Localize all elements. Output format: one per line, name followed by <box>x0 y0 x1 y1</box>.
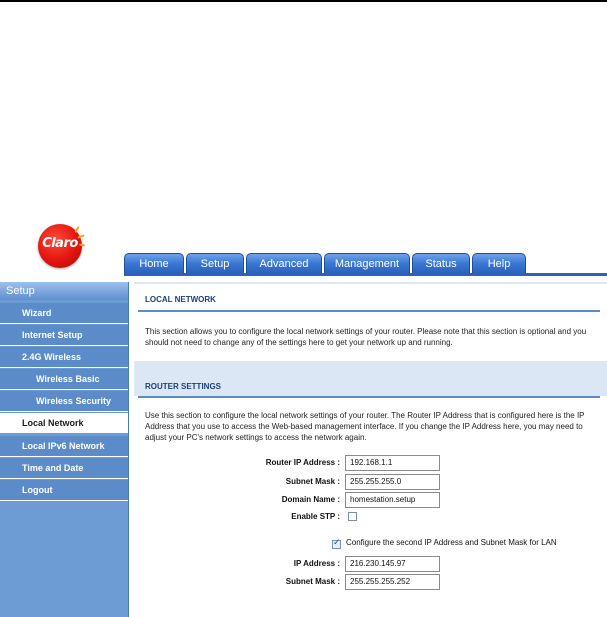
tab-help[interactable]: Help <box>472 253 526 273</box>
claro-logo <box>38 224 82 268</box>
ip-address-label: IP Address : <box>293 559 340 568</box>
section-rule <box>138 310 600 312</box>
sidebar-item-logout[interactable]: Logout <box>0 480 128 501</box>
tab-status[interactable]: Status <box>412 253 470 273</box>
sidebar-item-local-ipv6-network[interactable]: Local IPv6 Network <box>0 436 128 457</box>
sidebar-item-time-and-date[interactable]: Time and Date <box>0 458 128 479</box>
logo-ray <box>74 226 79 233</box>
subnet-mask-input[interactable]: 255.255.255.0 <box>345 474 440 490</box>
sidebar-item-internet-setup[interactable]: Internet Setup <box>0 325 128 346</box>
sidebar-item-wizard[interactable]: Wizard <box>0 303 128 324</box>
sidebar-item-local-network[interactable]: Local Network <box>0 413 128 434</box>
domain-name-input[interactable]: homestation.setup <box>345 492 440 508</box>
section-rule <box>138 396 600 398</box>
second-ip-checkbox[interactable] <box>332 540 341 549</box>
router-ip-input[interactable]: 192.168.1.1 <box>345 455 440 471</box>
enable-stp-label: Enable STP : <box>291 512 340 521</box>
router-settings-title: ROUTER SETTINGS <box>145 382 222 391</box>
second-ip-label: Configure the second IP Address and Subnet Mask for LAN <box>346 538 557 547</box>
router-settings-description: Use this section to configure the local network settings of your router. The Router IP Address that is configured here is the IP Address that you use to access the Web-based management interface. If you change the IP Address here, you may need to adjust your PC's network settings to access the network again. <box>145 411 585 442</box>
tab-home[interactable]: Home <box>124 253 184 273</box>
domain-name-label: Domain Name : <box>281 495 340 504</box>
top-border <box>0 0 607 2</box>
ip-address-input[interactable]: 216.230.145.97 <box>345 556 440 572</box>
subnet-mask-2-label: Subnet Mask : <box>285 577 340 586</box>
subnet-mask-label: Subnet Mask : <box>285 477 340 486</box>
local-network-title: LOCAL NETWORK <box>145 295 216 304</box>
router-ip-label: Router IP Address : <box>265 458 340 467</box>
local-network-description: This section allows you to configure the local network settings of your router. Please note that this section is optional and you should not need to change any of the settings here to get your network up and running. <box>145 327 587 347</box>
logo-text: Claro <box>42 236 78 251</box>
sidebar-item-wireless-security[interactable]: Wireless Security <box>0 391 128 412</box>
tab-management[interactable]: Management <box>324 253 410 273</box>
main-nav-tabs <box>124 253 528 274</box>
enable-stp-checkbox[interactable] <box>348 512 357 521</box>
tab-advanced[interactable]: Advanced <box>246 253 322 273</box>
sidebar-item-wireless-basic[interactable]: Wireless Basic <box>0 369 128 390</box>
subnet-mask-2-input[interactable]: 255.255.255.252 <box>345 574 440 590</box>
sidebar-header: Setup <box>0 282 128 300</box>
tab-setup[interactable]: Setup <box>186 253 244 273</box>
tab-bar-underline <box>124 273 607 276</box>
sidebar-item-2-4g-wireless[interactable]: 2.4G Wireless <box>0 347 128 368</box>
